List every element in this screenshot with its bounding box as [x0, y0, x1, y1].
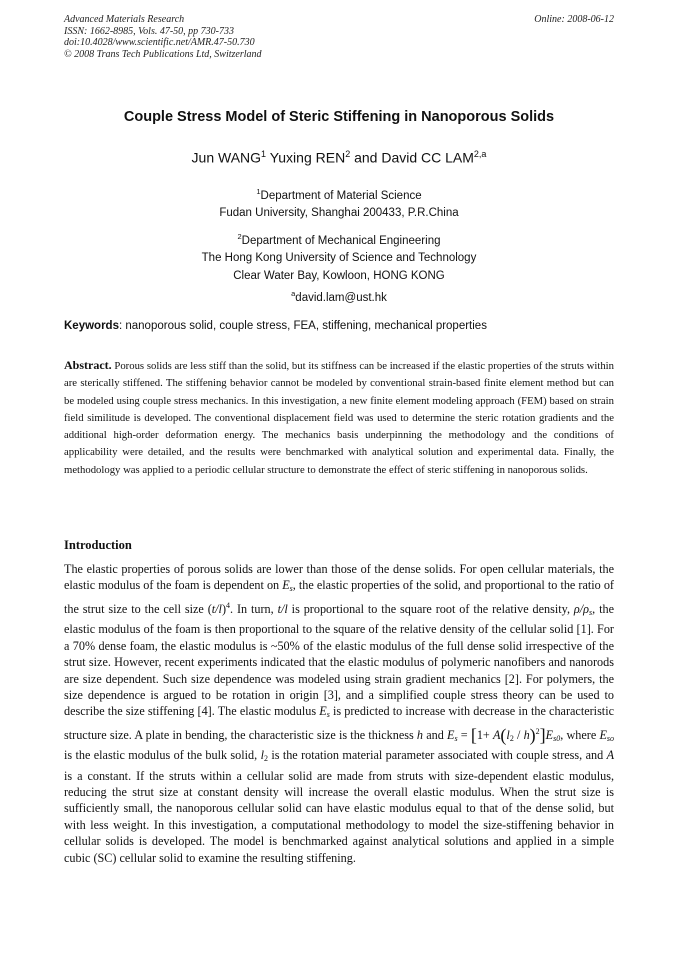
keywords-text: : nanoporous solid, couple stress, FEA, stiffening, mechanical properties: [118, 320, 487, 332]
author-affiliation-mark: 2,a: [473, 149, 487, 159]
affiliation-2: $^2$Department of Mechanical Engineering The Hong Kong University of Science and Technology Clear Water Bay, Kowloon, HONG KONG $^a$david.lam@ust.hk: [64, 228, 614, 308]
relative-density-symbol: ρ/ρ: [573, 601, 590, 616]
journal-issn: ISSN: 1662-8985, Vols. 47-50, pp 730-733: [64, 25, 234, 37]
abstract-text: Porous solids are less stiff than the solid, but its stiffness can be increased if the elastic properties of the struts within are sterically stiffened. The stiffening behavior cannot be modeled by conventional strain-based finite element method but can be modeled using couple stress mechanics. In this investigation, a new finite element modeling approach (FEM) based on strain field similitude is developed. The conventional displacement field was used to determine the steric rotation gradients and the additional high-order deformation energy. The mechanics basis underpinning the methodology and the conditions of applicability were detailed, and the results were benchmarked with analytical solution and experimental data. Finally, the methodology was applied to a periodic cellular structure to demonstrate the effect of steric stiffening in nanoporous solids.: [64, 360, 614, 476]
author-name: and David CC LAM: [350, 149, 474, 166]
affiliation-1: $^1$Department of Material Science Fudan University, Shanghai 200433, P.R.China: [64, 183, 614, 223]
author-list: [64, 149, 614, 166]
author-affiliation-mark: 1: [261, 149, 267, 159]
modulus-equation: $E_s = [1+ A(l_2 / h)^2]E_{s0}$: [446, 724, 561, 745]
affiliation-department: Department of Mechanical Engineering: [241, 234, 441, 247]
paper-title: Couple Stress Model of Steric Stiffening in Nanoporous Solids: [123, 109, 555, 125]
journal-name: Advanced Materials Research: [64, 14, 185, 25]
author-name: Jun WANG: [191, 149, 262, 166]
author-name: Yuxing REN: [266, 149, 346, 166]
author-affiliation-mark: 2: [345, 149, 351, 159]
journal-copyright: © 2008 Trans Tech Publications Ltd, Switzerland: [64, 48, 262, 60]
author-email[interactable]: david.lam@ust.hk: [295, 292, 387, 305]
keywords-label: Keywords: [64, 320, 119, 332]
introduction-text: The elastic properties of porous solids are lower than those of the dense solids. For open cellular materials, the elastic modulus of the foam is dependent on $E_s$, the elastic properties of the solid, and proportional to the ratio of the strut size to the cell size $(t/l)^4$. In turn, t/l is proportional to the square root of the relative density, $\rho/\rho_s$, the elastic modulus of the foam is then proportional to the square of the relative density of the cellular solid [1]. For a 70% dense foam, the elastic modulus is ~50% of the elastic modulus of the full dense solid irrespective of the strut size. However, recent experiments indicated that the elastic modulus of polymeric nanofibers and nanorods are size dependent. Such size dependence was modeled using strain gradient mechanics [2]. For polymers, the size dependence is argued to be rotation in origin [3], and a simplified couple stress theory can be used to describe the size stiffening [4]. The elastic modulus $E_s$ is predicted to increase with decrease in the characteristic structure size. A plate in bending, the characteristic size is the thickness h and $E_s = [1+ A(l_2 / h)^2]E_{s0}$, where $E_{so}$ is the elastic modulus of the bulk solid, $l_2$ is the rotation material parameter associated with couple stress, and A is a constant. If the struts within a cellular solid are made from struts with size-dependent elastic modulus, reducing the strut size at constant density will increase the overall elastic modulus. When the strut size is sufficiently small, the nanoporous cellular solid can have elastic modulus equal to that of the dense solid, but with less weight. In this investigation, a computational methodology to model the size-stiffening behavior in cellular solids is developed. The model is benchmarked against analytical solutions and applied in a simple cubic (SC) cellular solid to examine the resulting stiffening.: [64, 562, 615, 865]
affiliation-address: Clear Water Bay, Kowloon, HONG KONG: [233, 269, 445, 282]
online-date: Online: 2008-06-12: [534, 14, 614, 25]
journal-header: [64, 14, 614, 60]
affiliation-university: The Hong Kong University of Science and Technology: [201, 252, 477, 265]
journal-doi: doi:10.4028/www.scientific.net/AMR.47-50.730: [64, 37, 255, 48]
section-heading-introduction: Introduction: [64, 538, 132, 552]
affiliation-university: Fudan University, Shanghai 200433, P.R.China: [219, 207, 459, 220]
abstract: [64, 357, 614, 479]
affiliation-department: Department of Material Science: [260, 189, 422, 202]
keywords: [64, 320, 614, 332]
abstract-label: Abstract.: [64, 358, 112, 372]
